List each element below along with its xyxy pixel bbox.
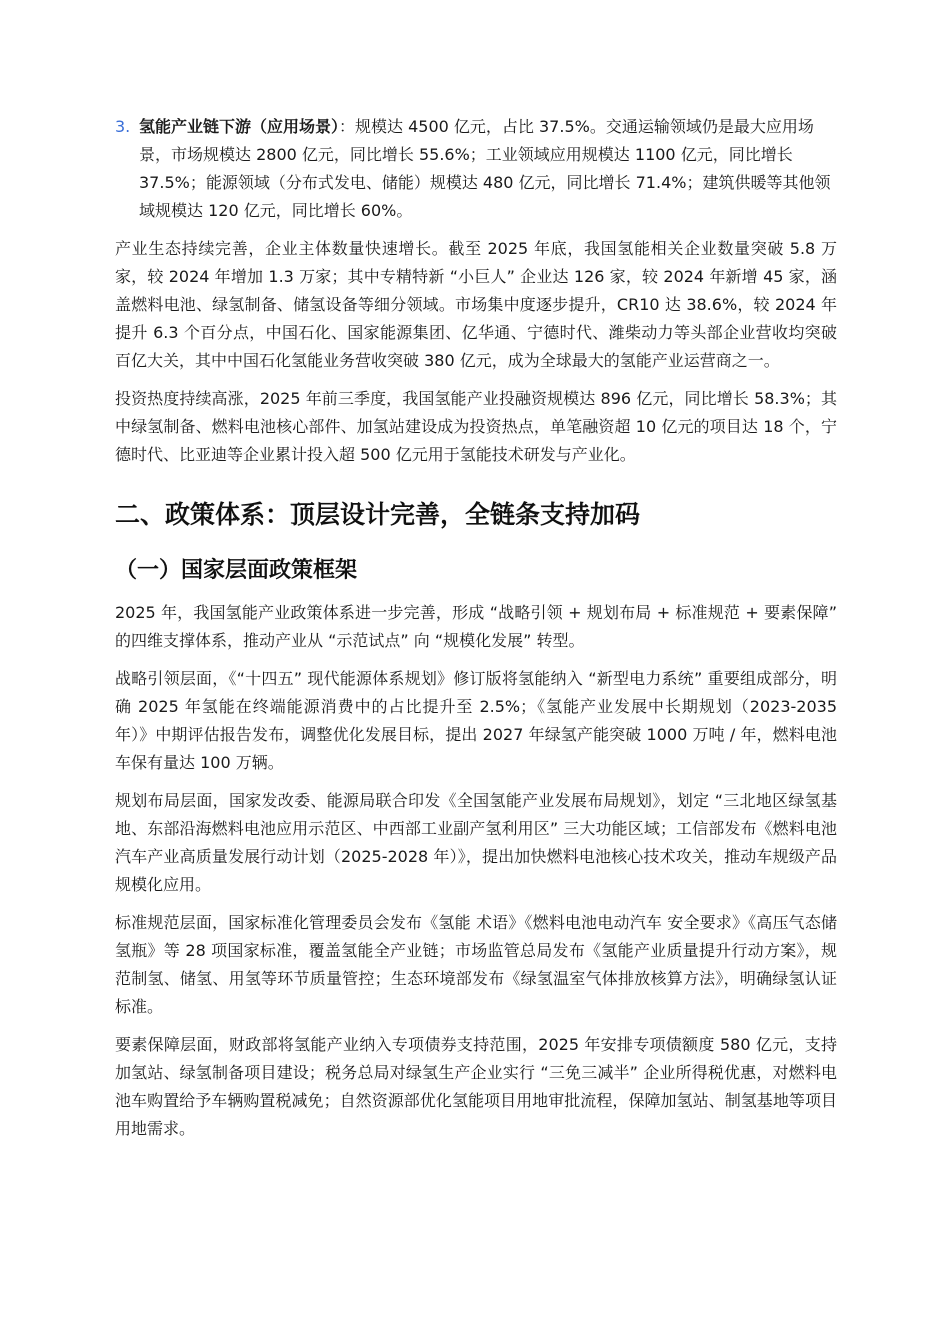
paragraph-industry-ecosystem: 产业生态持续完善，企业主体数量快速增长。截至 2025 年底，我国氢能相关企业数量突破 5.8 万家，较 2024 年增加 1.3 万家；其中专精特新 “小巨人” 企业达 126 家，较 2024 年新增 45 家，涵盖燃料电池、绿氢制备、储氢设备等细分领域。市场集中度逐步提升，CR10 达 38.6%，较 2024 年提升 6.3 个百分点，中国石化、国家能源集团、亿华通、宁德时代、潍柴动力等头部企业营收均突破百亿大关，其中中国石化氢能业务营收突破 380 亿元，成为全球最大的氢能产业运营商之一。 [115,239,837,370]
subsection-heading-national: （一）国家层面政策框架 [115,558,358,583]
document-page [115,113,837,1153]
paragraph-resources: 要素保障层面，财政部将氢能产业纳入专项债券支持范围，2025 年安排专项债额度 580 亿元，支持加氢站、绿氢制备项目建设；税务总局对绿氢生产企业实行 “三免三减半” 企业所得税优惠，对燃料电池车购置给予车辆购置税减免；自然资源部优化氢能项目用地审批流程，保障加氢站、制氢基地等项目用地需求。 [115,1035,837,1138]
paragraph-policy-overview: 2025 年，我国氢能产业政策体系进一步完善，形成 “战略引领 + 规划布局 + 标准规范 + 要素保障” 的四维支撑体系，推动产业从 “示范试点” 向 “规模化发展” 转型。 [115,603,837,650]
list-number: 3. [115,117,131,136]
section-heading-policy: 二、政策体系：顶层设计完善，全链条支持加码 [115,500,641,529]
list-item-text: ：规模达 4500 亿元，占比 37.5%。交通运输领域仍是最大应用场景，市场规模达 2800 亿元，同比增长 55.6%；工业领域应用规模达 1100 亿元，同比增长 37.5%；能源领域（分布式发电、储能）规模达 480 亿元，同比增长 71.4%；建筑供暖等其他领域规模达 120 亿元，同比增长 60%。 [139,117,831,220]
paragraph-standards: 标准规范层面，国家标准化管理委员会发布《氢能 术语》《燃料电池电动汽车 安全要求》《高压气态储氢瓶》等 28 项国家标准，覆盖氢能全产业链；市场监管总局发布《氢能产业质量提升行动方案》，规范制氢、储氢、用氢等环节质量管控；生态环境部发布《绿氢温室气体排放核算方法》，明确绿氢认证标准。 [115,913,837,1016]
paragraph-planning: 规划布局层面，国家发改委、能源局联合印发《全国氢能产业发展布局规划》，划定 “三北地区绿氢基地、东部沿海燃料电池应用示范区、中西部工业副产氢利用区” 三大功能区域；工信部发布《燃料电池汽车产业高质量发展行动计划（2025-2028 年）》，提出加快燃料电池核心技术攻关，推动车规级产品规模化应用。 [115,791,837,894]
list-item-downstream [115,113,837,225]
paragraph-investment: 投资热度持续高涨，2025 年前三季度，我国氢能产业投融资规模达 896 亿元，同比增长 58.3%；其中绿氢制备、燃料电池核心部件、加氢站建设成为投资热点，单笔融资超 10 亿元的项目达 18 个，宁德时代、比亚迪等企业累计投入超 500 亿元用于氢能技术研发与产业化。 [115,389,837,464]
list-item-title: 氢能产业链下游（应用场景） [139,117,340,136]
paragraph-strategy: 战略引领层面，《“十四五” 现代能源体系规划》修订版将氢能纳入 “新型电力系统” 重要组成部分，明确 2025 年氢能在终端能源消费中的占比提升至 2.5%；《氢能产业发展中长期规划（2023-2035 年）》中期评估报告发布，调整优化发展目标，提出 2027 年绿氢产能突破 1000 万吨 / 年，燃料电池车保有量达 100 万辆。 [115,669,837,772]
